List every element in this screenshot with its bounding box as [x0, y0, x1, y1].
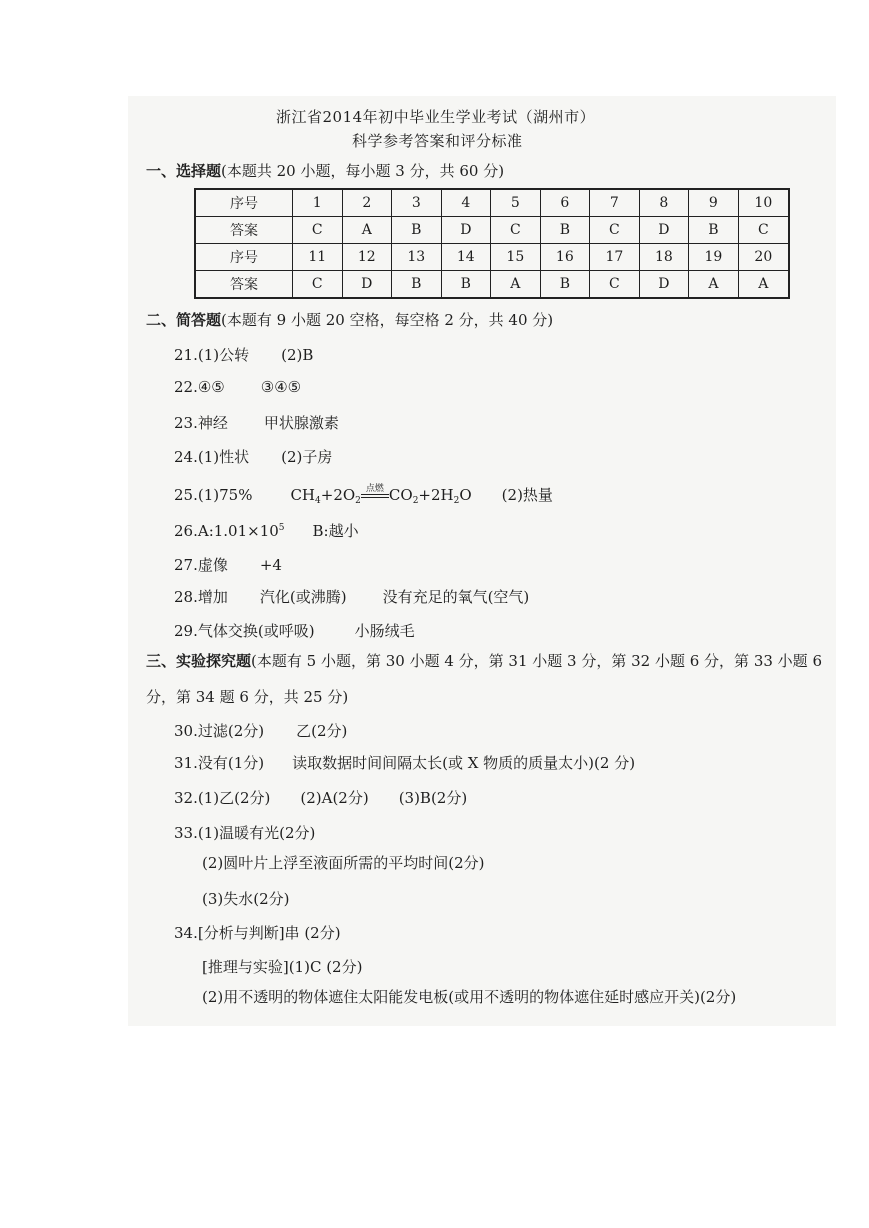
row-label: 答案 [195, 271, 293, 299]
reaction-arrow [361, 484, 389, 498]
answer-text: +4 [259, 556, 282, 574]
answer-29 [174, 620, 415, 641]
answer-25 [174, 484, 553, 506]
answer-text: 汽化(或沸腾) [259, 588, 347, 606]
table-cell: B [540, 217, 590, 244]
answer-text: 22.④⑤ [174, 378, 225, 396]
table-cell: 17 [590, 244, 640, 271]
answer-32 [174, 787, 467, 808]
table-cell: 11 [293, 244, 343, 271]
chemical-equation [290, 486, 471, 504]
equation-part: O [459, 486, 472, 504]
table-cell: 13 [392, 244, 442, 271]
table-cell: 12 [342, 244, 392, 271]
equation-part: +2O [320, 486, 356, 504]
table-row [195, 271, 789, 299]
section2-title: 二、简答题 [146, 311, 222, 329]
table-row [195, 217, 789, 244]
answer-text: 没有充足的氧气(空气) [382, 588, 530, 606]
answer-text: 28.增加 [174, 588, 228, 606]
answer-text: ③④⑤ [260, 378, 302, 396]
table-cell: D [639, 271, 689, 299]
section3-note-continued: 分，第 34 题 6 分，共 25 分) [146, 688, 349, 706]
equals-sign [361, 494, 389, 498]
answer-text: 乙(2分) [296, 722, 348, 740]
answer-21 [174, 344, 313, 365]
table-cell: C [293, 271, 343, 299]
answer-22 [174, 378, 301, 396]
table-cell: 4 [441, 189, 491, 217]
table-cell: A [738, 271, 789, 299]
table-cell: A [342, 217, 392, 244]
answer-33-1: 33.(1)温暖有光(2分) [174, 824, 316, 842]
answer-26 [174, 520, 359, 541]
section3-note: (本题有 5 小题，第 30 小题 4 分，第 31 小题 3 分，第 32 小题 6 分，第 33 小题 6 [251, 652, 822, 670]
table-cell: B [540, 271, 590, 299]
table-cell: C [590, 271, 640, 299]
table-cell: 20 [738, 244, 789, 271]
table-cell: A [689, 271, 739, 299]
answer-text: (2)子房 [281, 448, 333, 466]
table-cell: 8 [639, 189, 689, 217]
table-cell: 18 [639, 244, 689, 271]
section1-note: (本题共 20 小题，每小题 3 分，共 60 分) [221, 162, 505, 180]
answer-33-3: (3)失水(2分) [202, 890, 290, 908]
subscript: 4 [315, 496, 321, 506]
table-cell: B [441, 271, 491, 299]
answer-text: 31.没有(1分) [174, 754, 265, 772]
answer-text: 24.(1)性状 [174, 448, 250, 466]
answer-text: 26.A:1.01×10 [174, 522, 279, 540]
answer-27 [174, 554, 282, 575]
section1-title: 一、选择题 [146, 162, 222, 180]
answer-34-1: 34.[分析与判断]串 (2分) [174, 924, 341, 942]
answer-text: 32.(1)乙(2分) [174, 789, 271, 807]
document-subtitle: 科学参考答案和评分标准 [352, 132, 523, 150]
answer-34-3: (2)用不透明的物体遮住太阳能发电板(或用不透明的物体遮住延时感应开关)(2分) [202, 988, 737, 1006]
answer-23 [174, 412, 339, 433]
answer-24 [174, 446, 332, 467]
answer-text: 30.过滤(2分) [174, 722, 265, 740]
table-cell: 15 [491, 244, 541, 271]
answer-text: 甲状腺激素 [263, 414, 339, 432]
row-label: 答案 [195, 217, 293, 244]
table-cell: 9 [689, 189, 739, 217]
answer-text: 27.虚像 [174, 556, 228, 574]
section3-title: 三、实验探究题 [146, 652, 252, 670]
table-cell: 3 [392, 189, 442, 217]
table-cell: D [639, 217, 689, 244]
section1-heading [146, 160, 504, 181]
equation-part: CO [388, 486, 413, 504]
table-cell: B [689, 217, 739, 244]
answer-text: (2)A(2分) [300, 789, 369, 807]
subscript: 2 [453, 496, 460, 506]
table-cell: A [491, 271, 541, 299]
answer-text: B:越小 [312, 522, 359, 540]
answer-text: 21.(1)公转 [174, 346, 250, 364]
answer-text: 29.气体交换(或呼吸) [174, 622, 315, 640]
answer-table [194, 188, 790, 299]
answer-30 [174, 720, 347, 741]
answer-text: (3)B(2分) [398, 789, 468, 807]
equation-part: +2H [418, 486, 454, 504]
table-cell: 16 [540, 244, 590, 271]
subscript: 2 [412, 496, 419, 506]
answer-text: (2)B [281, 346, 314, 364]
answer-31 [174, 752, 635, 773]
table-cell: B [392, 217, 442, 244]
table-cell: 7 [590, 189, 640, 217]
reaction-condition: 点燃 [365, 484, 384, 494]
answer-28 [174, 586, 529, 607]
row-label: 序号 [195, 244, 293, 271]
table-cell: 10 [738, 189, 789, 217]
table-cell: D [441, 217, 491, 244]
section2-heading [146, 309, 553, 330]
table-cell: 2 [342, 189, 392, 217]
table-cell: 14 [441, 244, 491, 271]
table-cell: 6 [540, 189, 590, 217]
table-cell: 19 [689, 244, 739, 271]
section3-heading [146, 650, 822, 671]
answer-text: 25.(1)75% [174, 486, 253, 504]
table-cell: 1 [293, 189, 343, 217]
table-row [195, 244, 789, 271]
answer-text: 读取数据时间间隔太长(或 X 物质的质量太小)(2 分) [292, 754, 636, 772]
table-cell: C [293, 217, 343, 244]
section2-note: (本题有 9 小题 20 空格，每空格 2 分，共 40 分) [221, 311, 554, 329]
table-row [195, 189, 789, 217]
table-cell: C [590, 217, 640, 244]
row-label: 序号 [195, 189, 293, 217]
superscript: 5 [278, 523, 285, 533]
table-cell: C [738, 217, 789, 244]
subscript: 2 [355, 496, 361, 506]
answer-text: (2)热量 [501, 486, 553, 504]
answer-text: 小肠绒毛 [354, 622, 415, 640]
answer-34-2: [推理与实验](1)C (2分) [202, 958, 363, 976]
table-cell: 5 [491, 189, 541, 217]
table-cell: C [491, 217, 541, 244]
table-cell: B [392, 271, 442, 299]
answer-33-2: (2)圆叶片上浮至液面所需的平均时间(2分) [202, 854, 485, 872]
document-title: 浙江省2014年初中毕业生学业考试（湖州市） [276, 108, 596, 126]
table-cell: D [342, 271, 392, 299]
answer-text: 23.神经 [174, 414, 228, 432]
equation-part: CH [290, 486, 316, 504]
